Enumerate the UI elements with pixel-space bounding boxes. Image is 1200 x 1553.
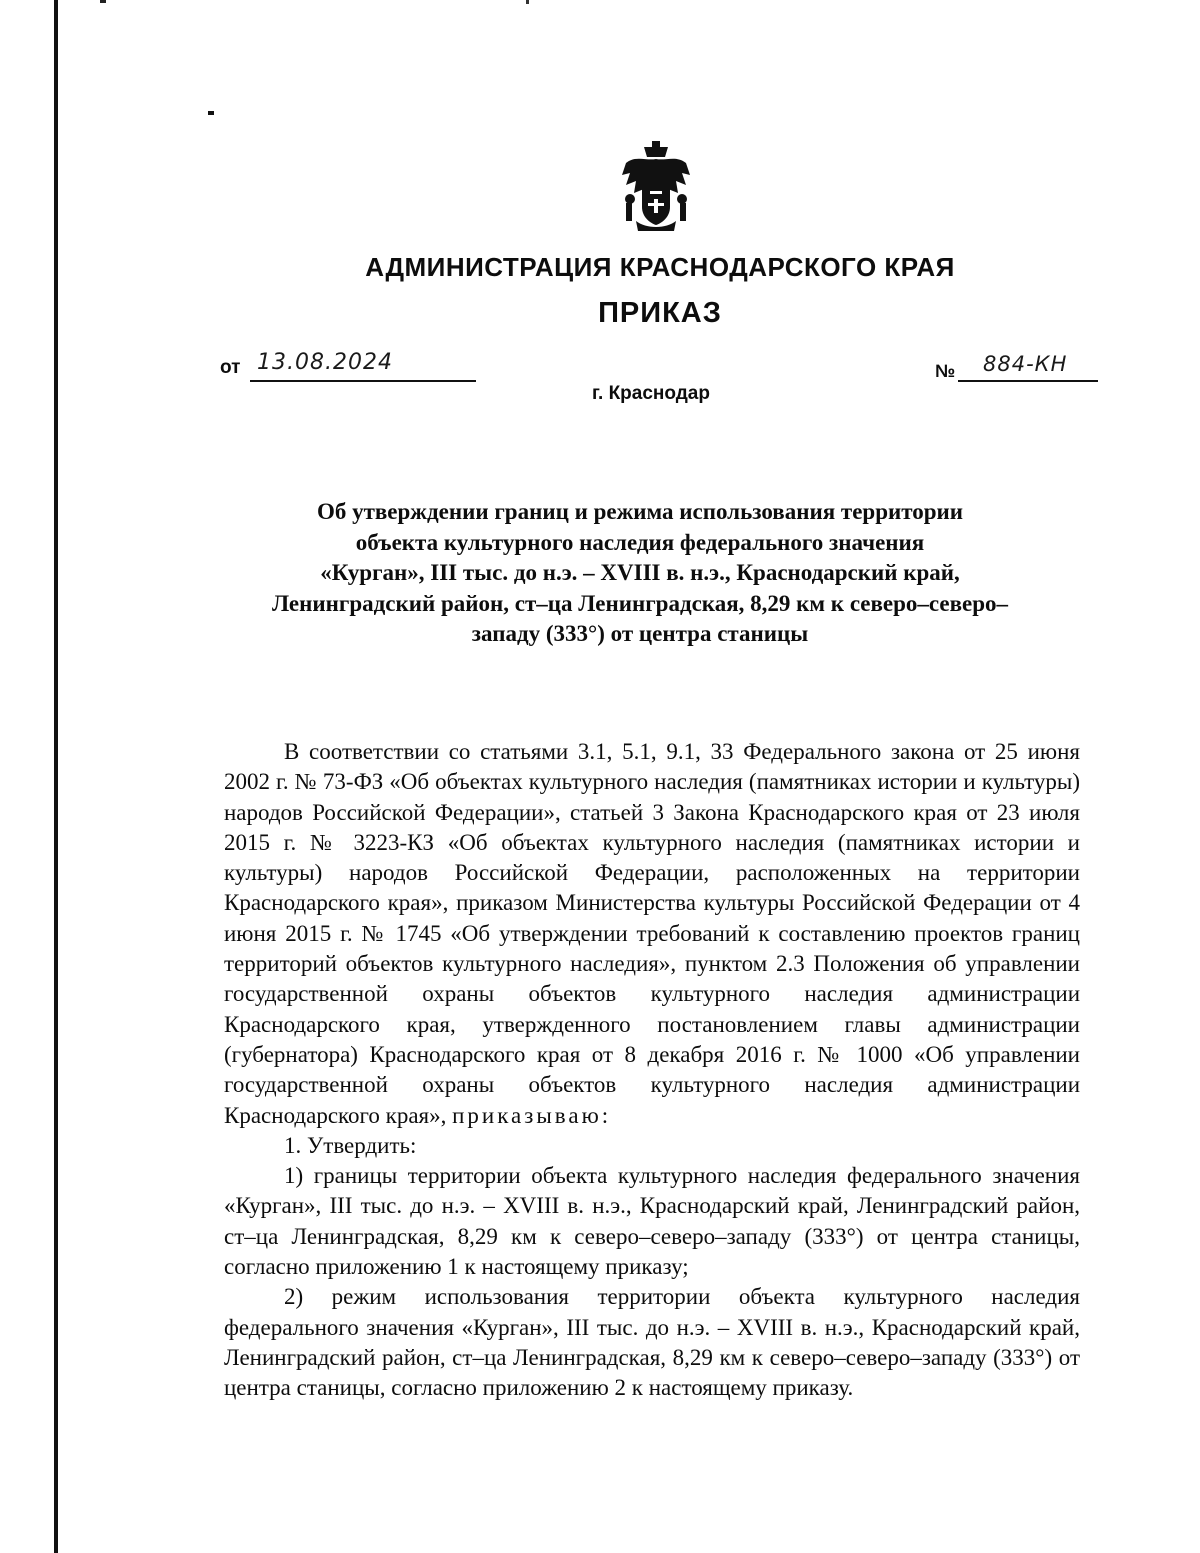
number-underline (958, 380, 1098, 382)
date-prefix: от (220, 357, 241, 378)
scan-artifact (208, 111, 214, 115)
handwritten-number: 884-КН (983, 352, 1068, 376)
handwritten-date: 13.08.2024 (257, 350, 393, 375)
document-type-title: ПРИКАЗ (598, 297, 722, 329)
order-word: приказываю: (452, 1102, 612, 1128)
city-label: г. Краснодар (592, 383, 710, 404)
subject-line: Об утверждении границ и режима использования территории (316, 499, 964, 524)
organization-title: АДМИНИСТРАЦИЯ КРАСНОДАРСКОГО КРАЯ (365, 252, 955, 282)
item-1: 1. Утвердить: (284, 1132, 417, 1158)
number-prefix: № (935, 361, 956, 381)
subject-line: западу (333°) от центра станицы (471, 621, 809, 646)
subject-line: Ленинградский район, ст–ца Ленинградская, 8,29 км к северо–северо– (271, 590, 1009, 616)
subject-line: объекта культурного наследия федерального значения (355, 529, 925, 555)
scan-edge-line (54, 0, 58, 1553)
document-body (224, 737, 1080, 1404)
preamble-text: В соответствии со статьями 3.1, 5.1, 9.1, 33 Федерального закона от 25 июня 2002 г. № 73-ФЗ «Об объектах культурного наследия (памятниках истории и культуры) народов Российской Федерации», статьей 3 Закона Краснодарского края от 23 июля 2015 г. № 3223-КЗ «Об объектах культурного наследия (памятниках истории и культуры) народов Российской Федерации, расположенных на территории Краснодарского края», приказом Министерства культуры Российской Федерации от 4 июня 2015 г. № 1745 «Об утверждении требований к составлению проектов границ территорий объектов культурного наследия», пунктом 2.3 Положения об управлении государственной охраны объектов культурного наследия администрации Краснодарского края, утвержденного постановлением главы администрации (губернатора) Краснодарского края от 8 декабря 2016 г. № 1000 «Об управлении государственной охраны объектов культурного наследия администрации Краснодарского края», (224, 739, 1080, 1128)
scan-artifact (100, 0, 106, 3)
preamble-paragraph (224, 737, 1080, 1131)
item-1-2: 2) режим использования территории объекта культурного наследия федерального значения «Курган», III тыс. до н.э. – XVIII в. н.э., Краснодарский край, Ленинградский район, ст–ца Ленинградская, 8,29 км к северо–северо–западу (333°) от центра станицы, согласно приложению 2 к настоящему приказу. (224, 1284, 1080, 1401)
coat-of-arms-icon (616, 141, 696, 233)
item-1-1: 1) границы территории объекта культурного наследия федерального значения «Курган», III тыс. до н.э. – XVIII в. н.э., Краснодарский край, Ленинградский район, ст–ца Ленинградская, 8,29 км к северо–северо–западу (333°) от центра станицы, согласно приложению 1 к настоящему приказу; (224, 1163, 1080, 1280)
date-underline (250, 380, 476, 382)
scan-artifact (526, 0, 529, 4)
subject-line: «Курган», III тыс. до н.э. – XVIII в. н.э., Краснодарский край, (320, 560, 960, 585)
document-subject (200, 497, 1080, 650)
